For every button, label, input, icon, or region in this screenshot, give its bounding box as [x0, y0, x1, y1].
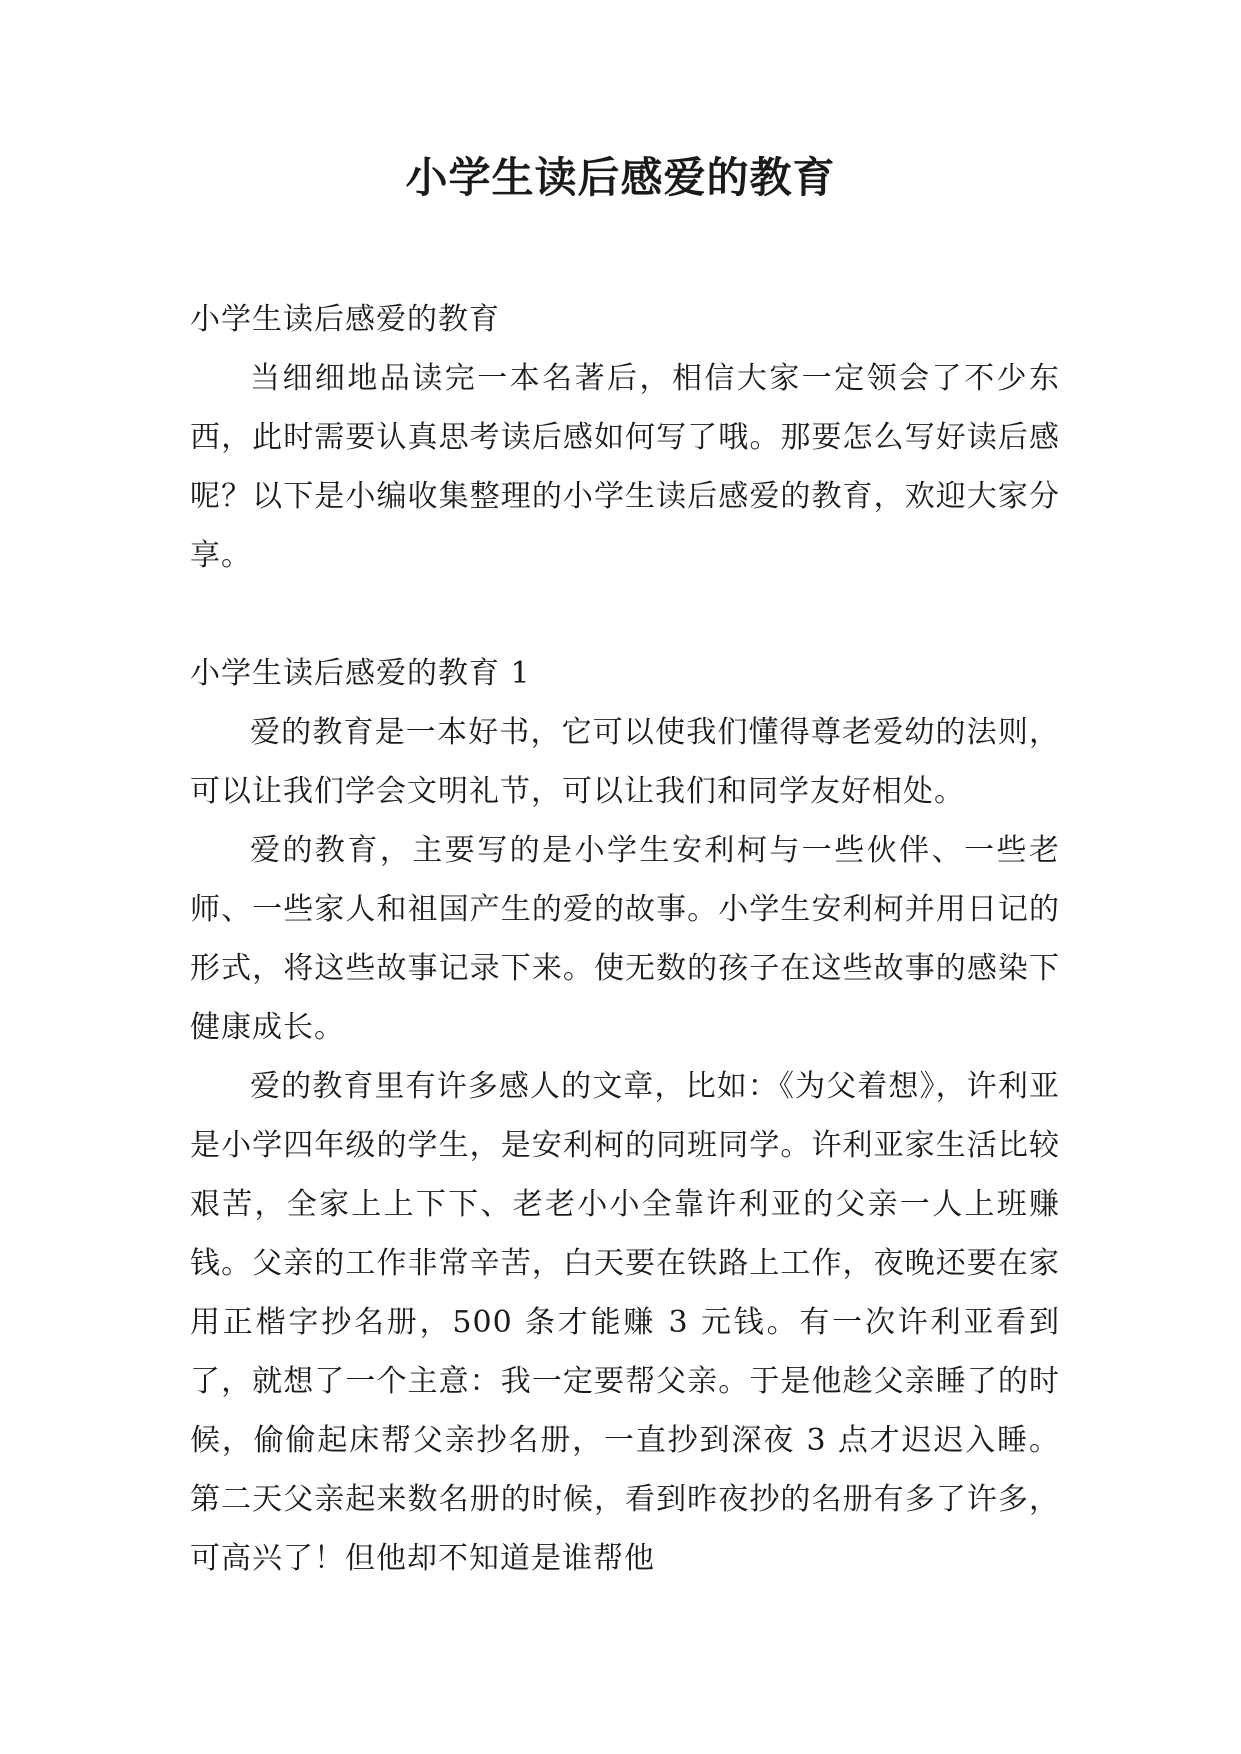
- body-paragraph: 爱的教育是一本好书，它可以使我们懂得尊老爱幼的法则，可以让我们学会文明礼节，可以让我们和同学友好相处。: [190, 715, 1060, 809]
- intro-heading: 小学生读后感爱的教育: [190, 302, 500, 337]
- section-heading: 小学生读后感爱的教育 1: [190, 656, 531, 691]
- body-paragraph: 爱的教育里有许多感人的文章，比如：《为父着想》，许利亚是小学四年级的学生，是安利柯的同班同学。许利亚家生活比较艰苦，全家上上下下、老老小小全靠许利亚的父亲一人上班赚钱。父亲的工作非常辛苦，白天要在铁路上工作，夜晚还要在家用正楷字抄名册，500 条才能赚 3 元钱。有一次许利亚看到了，就想了一个主意：我一定要帮父亲。于是他趁父亲睡了的时候，偷偷起床帮父亲抄名册，一直抄到深夜 3 点才迟迟入睡。第二天父亲起来数名册的时候，看到昨夜抄的名册有多了许多，可高兴了！但他却不知道是谁帮他: [190, 1069, 1060, 1576]
- intro-paragraph: 当细细地品读完一本名著后，相信大家一定领会了不少东西，此时需要认真思考读后感如何写了哦。那要怎么写好读后感呢？以下是小编收集整理的小学生读后感爱的教育，欢迎大家分享。: [190, 361, 1060, 573]
- page-title: 小学生读后感爱的教育: [405, 153, 836, 202]
- body-paragraph: 爱的教育，主要写的是小学生安利柯与一些伙伴、一些老师、一些家人和祖国产生的爱的故事。小学生安利柯并用日记的形式，将这些故事记录下来。使无数的孩子在这些故事的感染下健康成长。: [190, 833, 1060, 1045]
- section-spacer: [190, 585, 1060, 644]
- document-body: [190, 290, 1060, 1588]
